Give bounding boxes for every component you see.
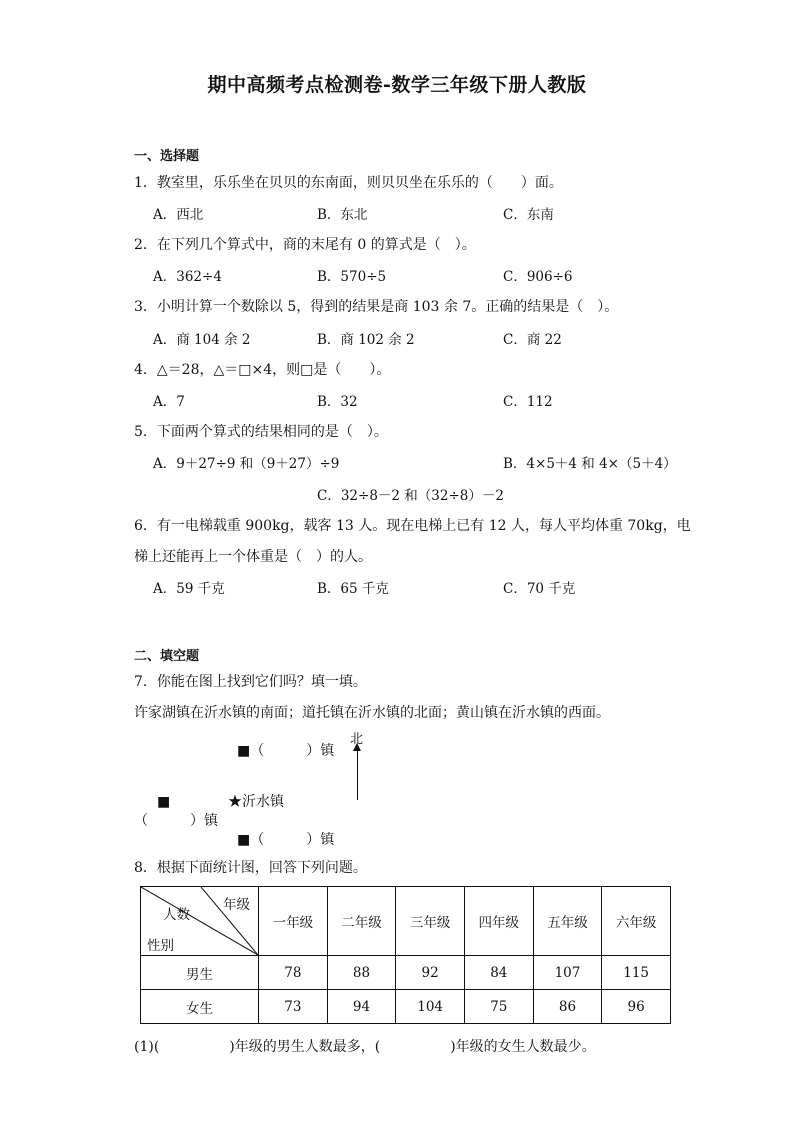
q4-option-b: B．32 [317,394,358,410]
table-cell: 92 [396,956,465,990]
question-4: 4．△＝28，△＝□×4，则□是（ ）。 [134,362,391,378]
table-cell: 96 [602,990,671,1024]
section-heading-fill: 二、填空题 [134,649,200,664]
question-2: 2．在下列几个算式中，商的末尾有 0 的算式是（ ）。 [134,237,476,253]
table-row-boys [141,956,671,990]
table-corner-header [141,887,259,956]
q1-option-b: B．东北 [317,207,368,223]
q2-option-b: B．570÷5 [317,269,387,285]
table-cell: 104 [396,990,465,1024]
q6-option-b: B．65 千克 [317,581,389,597]
section-heading-choice: 一、选择题 [134,149,200,164]
question-8-sub1: (1)( )年级的男生人数最多，( )年级的女生人数最少。 [134,1039,596,1055]
row-label: 女生 [141,990,259,1024]
row-label: 男生 [141,956,259,990]
student-count-table [140,886,671,1024]
blank-south-town: ■（ ）镇 [237,832,335,848]
table-cell: 88 [327,956,396,990]
table-cell: 115 [602,956,671,990]
table-cell: 94 [327,990,396,1024]
grade-header: 六年级 [602,887,671,956]
q3-option-b: B．商 102 余 2 [317,332,415,348]
corner-label-gender: 性别 [147,938,174,954]
q5-option-b: B．4×5＋4 和 4×（5＋4） [503,456,677,472]
corner-label-grade: 年级 [223,897,250,913]
grade-header: 二年级 [327,887,396,956]
q6-option-c: C．70 千克 [503,581,576,597]
q2-option-c: C．906÷6 [503,269,573,285]
question-7-info: 许家湖镇在沂水镇的南面；道托镇在沂水镇的北面；黄山镇在沂水镇的西面。 [134,705,610,721]
grade-header: 一年级 [259,887,328,956]
center-town-yishui: ★沂水镇 [228,794,284,810]
north-arrow-line [357,747,358,800]
q1-option-c: C．东南 [503,207,554,223]
q2-option-a: A．362÷4 [153,269,222,285]
table-cell: 107 [533,956,602,990]
q5-option-c: C．32÷8－2 和（32÷8）－2 [317,488,504,504]
q4-option-a: A．7 [153,394,185,410]
grade-header: 四年级 [464,887,533,956]
north-label: 北 [350,732,364,747]
west-town-square: ■ [157,794,171,810]
question-5: 5．下面两个算式的结果相同的是（ ）。 [134,424,388,440]
grade-header: 五年级 [533,887,602,956]
grade-header: 三年级 [396,887,465,956]
question-7: 7．你能在图上找到它们吗？填一填。 [134,674,367,690]
table-cell: 75 [464,990,533,1024]
question-6-line1: 6．有一电梯载重 900kg，载客 13 人。现在电梯上已有 12 人，每人平均体重 70kg，电 [134,518,691,534]
table-cell: 73 [259,990,328,1024]
question-6-line2: 梯上还能再上一个体重是（ ）的人。 [134,549,372,565]
corner-label-count: 人数 [163,907,190,923]
table-cell: 78 [259,956,328,990]
question-3: 3．小明计算一个数除以 5，得到的结果是商 103 余 7。正确的结果是（ ）。 [134,299,619,315]
question-1: 1．教室里，乐乐坐在贝贝的东南面，则贝贝坐在乐乐的（ ）面。 [134,175,563,191]
table-row-girls [141,990,671,1024]
q3-option-a: A．商 104 余 2 [153,332,251,348]
blank-west-town: （ ）镇 [134,813,218,829]
q3-option-c: C．商 22 [503,332,562,348]
table-cell: 86 [533,990,602,1024]
q6-option-a: A．59 千克 [153,581,225,597]
table-cell: 84 [464,956,533,990]
q1-option-a: A．西北 [153,207,204,223]
q4-option-c: C．112 [503,394,553,410]
question-8: 8．根据下面统计图，回答下列问题。 [134,860,367,876]
q5-option-a: A．9＋27÷9 和（9＋27）÷9 [153,456,340,472]
blank-north-town: ■（ ）镇 [237,743,335,759]
page-title: 期中高频考点检测卷-数学三年级下册人教版 [207,74,587,96]
